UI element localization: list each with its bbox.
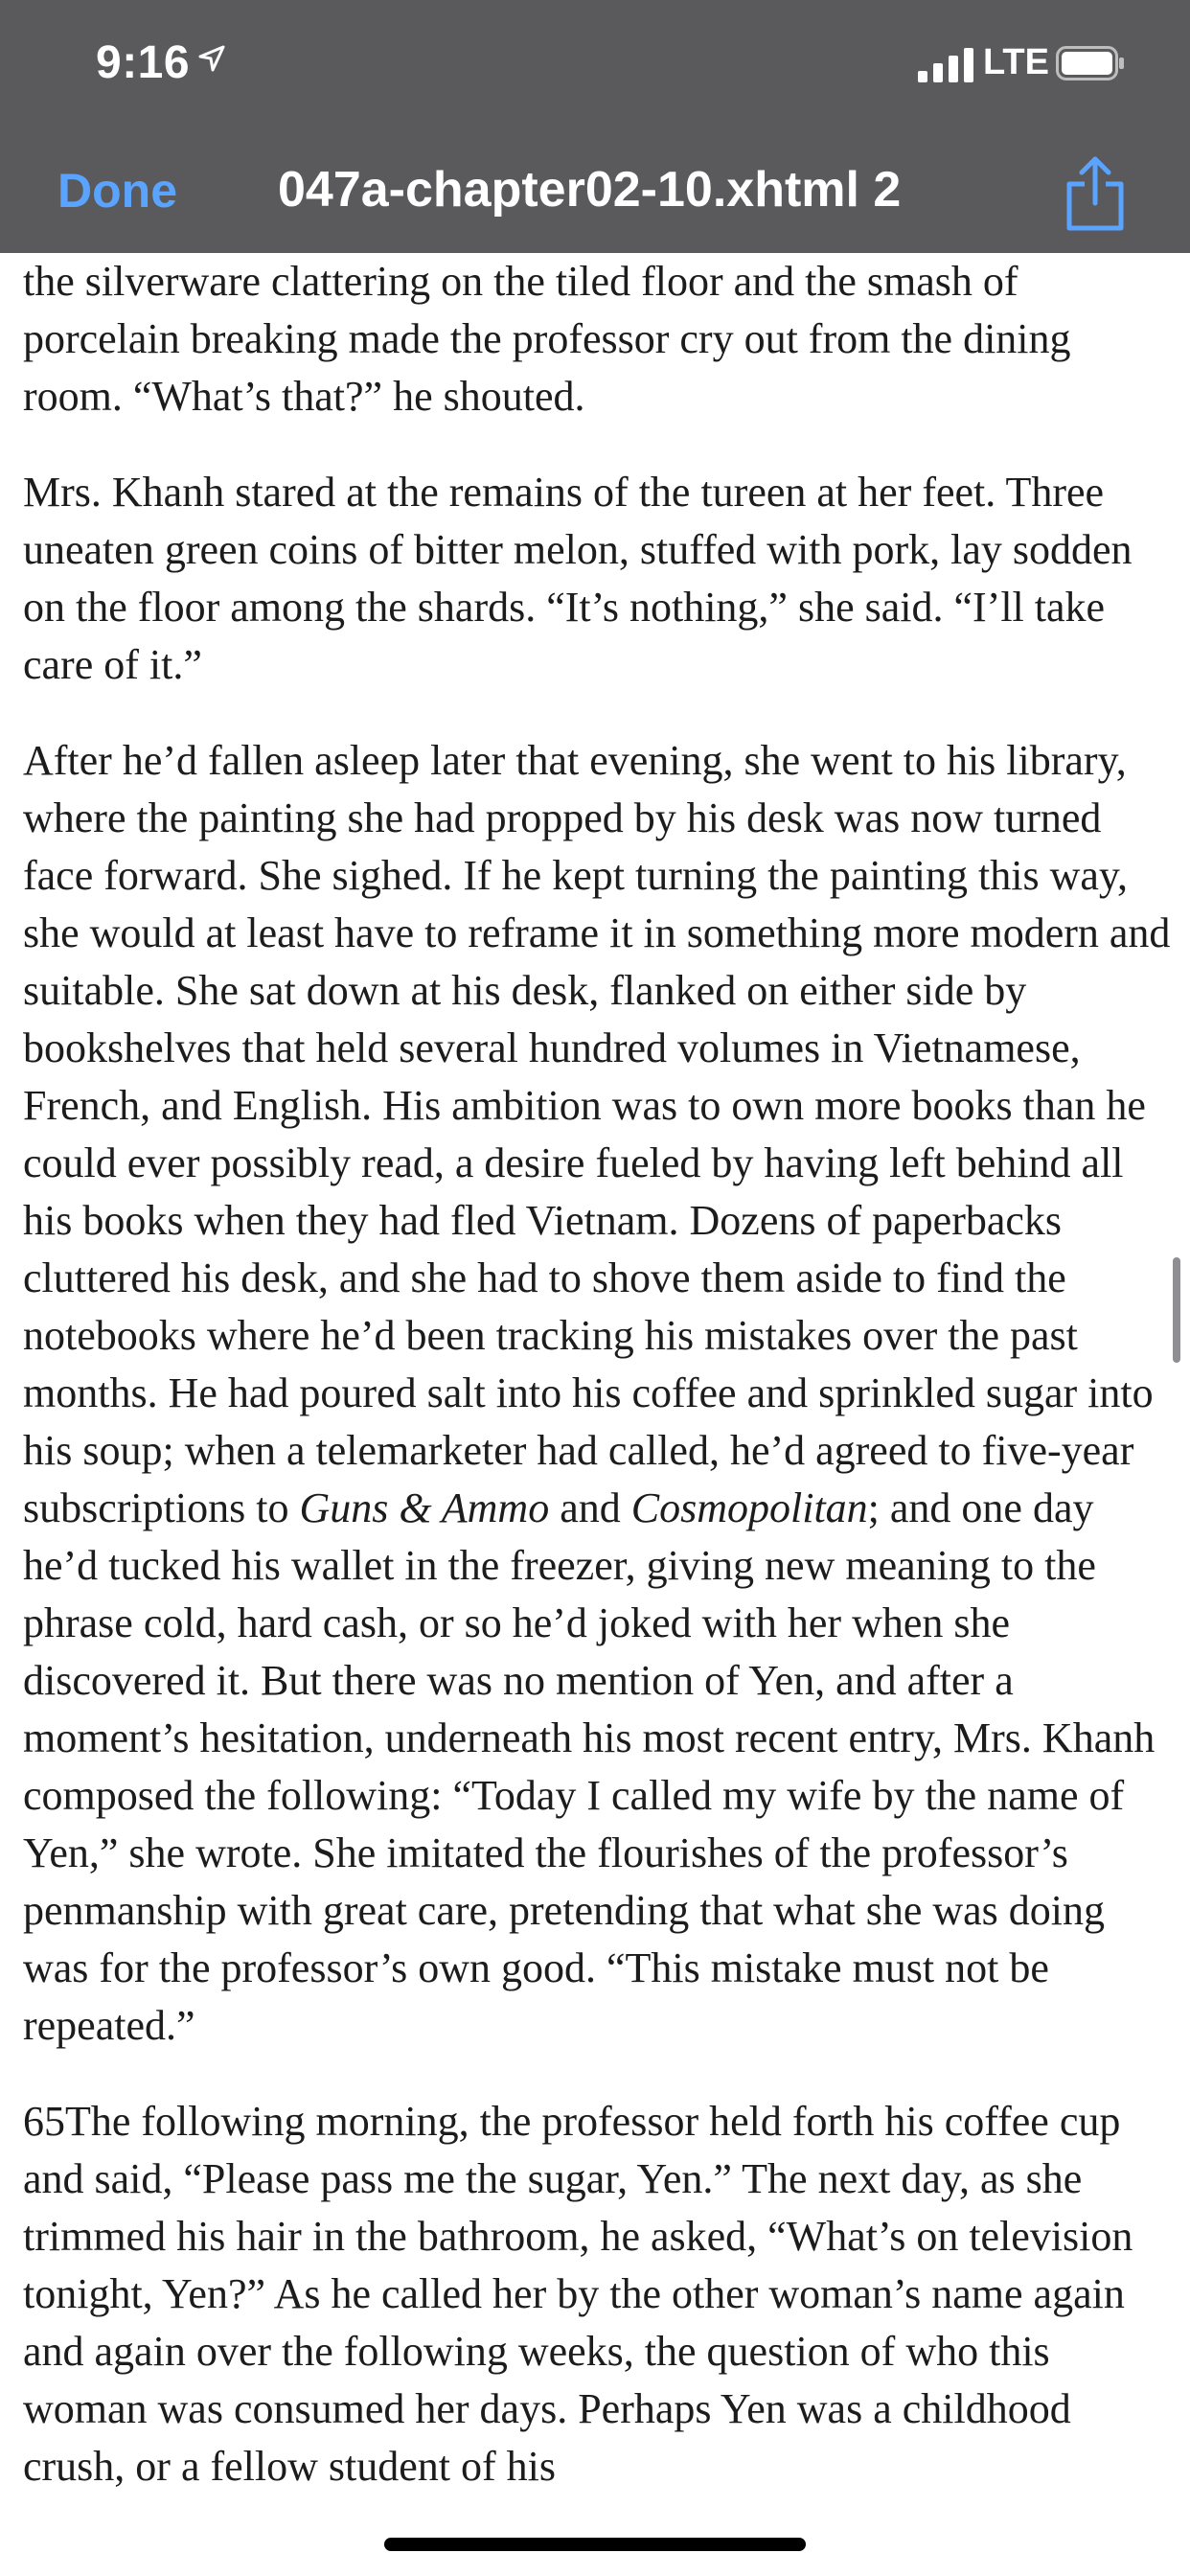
status-time: 9:16	[96, 37, 191, 88]
scroll-indicator[interactable]	[1173, 1257, 1180, 1363]
battery-icon	[1056, 46, 1125, 80]
paragraph-text: ; and one day he’d tucked his wallet in the freezer, giving new meaning to the phrase cold, hard cash, or so he’d joked with her when she discovered it. But there was no mention of Yen, and after a moment’s hesitation, underneath his most recent entry, Mrs. Khanh composed the following: “Today I called my wife by the name of Yen,” she wrote. She imitated the flourishes of the professor’s penmanship with great care, pretending that what she was doing was for the professor’s own good. “This mistake must not be repeated.”	[23, 1484, 1156, 2049]
paragraph: the silverware clattering on the tiled floor and the smash of porcelain breaking made the professor cry out from the dining room. “What’s that?” he shouted.	[23, 258, 1071, 420]
reading-column	[23, 253, 1173, 2534]
home-indicator[interactable]	[384, 2538, 806, 2551]
paragraph: Mrs. Khanh stared at the remains of the tureen at her feet. Three uneaten green coins of bitter melon, stuffed with pork, lay sodden on the floor among the shards. “It’s nothing,” she said. “I’ll take care of it.”	[23, 469, 1133, 688]
network-type: LTE	[983, 42, 1049, 82]
navigation-bar	[0, 130, 1190, 253]
magazine-title: Cosmopolitan	[630, 1484, 868, 1531]
paragraph-text: After he’d fallen asleep later that evening, she went to his library, where the painting she had propped by his desk was now turned face forward. She sighed. If he kept turning the painting this way, she would at least have to reframe it in something more modern and suitable. She sat down at his desk, flanked on either side by bookshelves that held several hundred volumes in Vietnamese, French, and English. His ambition was to own more books than he could ever possibly read, a desire fueled by having left behind all his books when they had fled Vietnam. Dozens of paperbacks cluttered his desk, and she had to shove them aside to find the notebooks where he’d been tracking his mistakes over the past months. He had poured salt into his coffee and sprinkled sugar into his soup; when a telemarketer had called, he’d agreed to five-year subscriptions to	[23, 737, 1171, 1531]
location-arrow-icon	[197, 44, 226, 73]
magazine-title: Guns & Ammo	[299, 1484, 550, 1531]
status-bar	[0, 0, 1190, 130]
paragraph	[23, 732, 1173, 2055]
document-title: 047a-chapter02-10.xhtml 2	[278, 162, 902, 218]
paragraph-text: and	[549, 1484, 631, 1531]
done-button[interactable]: Done	[57, 164, 177, 218]
share-icon[interactable]	[1062, 153, 1129, 232]
paragraph: 65The following morning, the professor held forth his coffee cup and said, “Please pass me the sugar, Yen.” The next day, as she trimmed his hair in the bathroom, he asked, “What’s on television tonight, Yen?” As he called her by the other woman’s name again and again over the following weeks, the question of who this woman was consumed her days. Perhaps Yen was a childhood crush, or a fellow student of his	[23, 2098, 1133, 2490]
cellular-signal-icon	[918, 48, 973, 82]
document-content[interactable]	[23, 253, 1173, 2576]
